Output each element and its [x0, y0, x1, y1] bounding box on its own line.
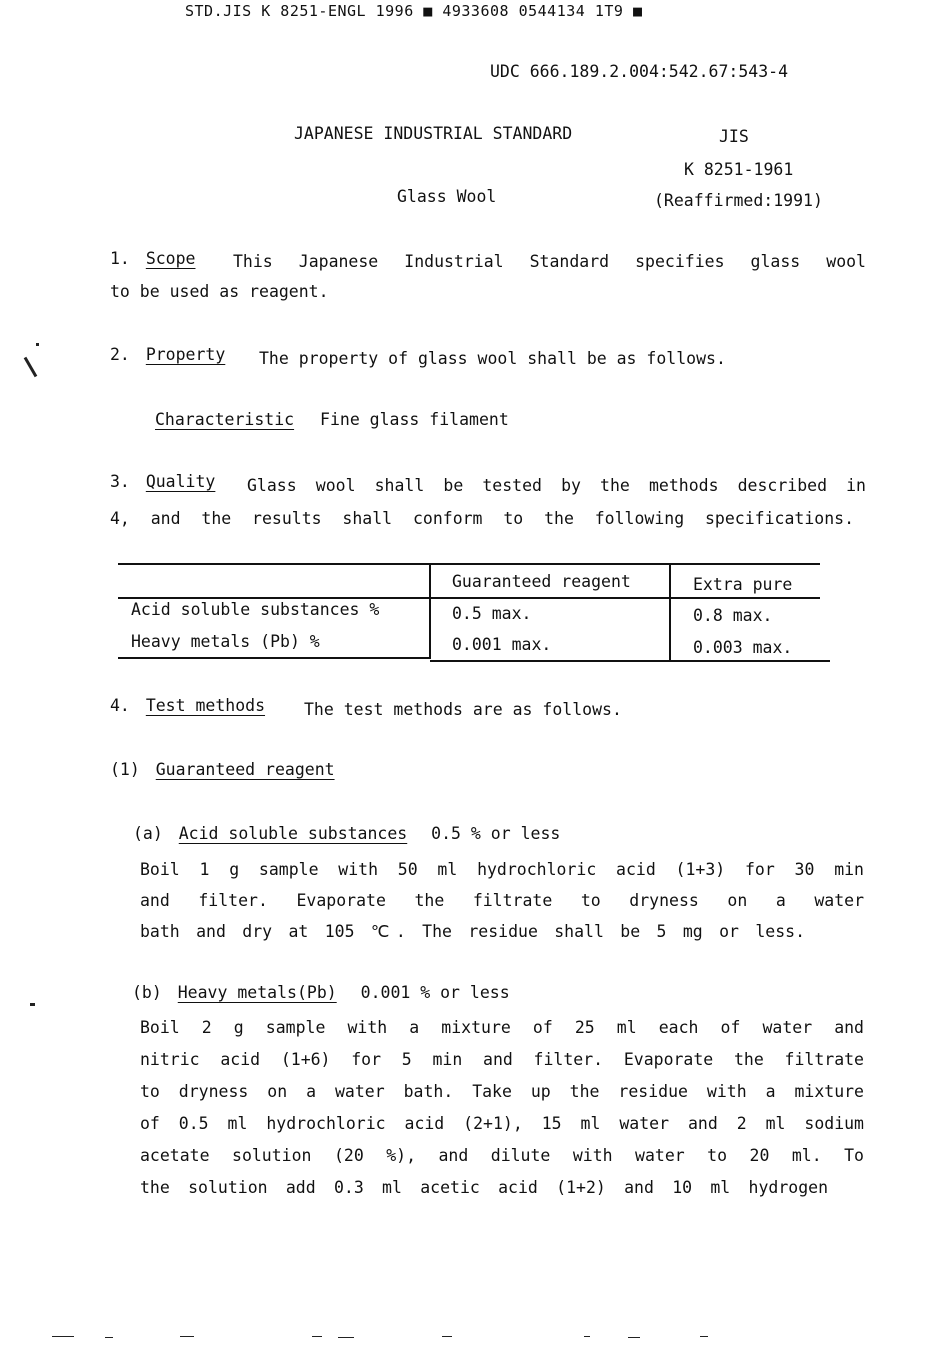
- table-col-divider: [669, 565, 671, 661]
- paragraph-line: to dryness on a water bath. Take up the residue with a mixture: [140, 1082, 864, 1101]
- paragraph-line: Boil 2 g sample with a mixture of 25 ml each of water and: [140, 1018, 864, 1037]
- section-scope: [110, 249, 195, 268]
- scan-speck: [24, 357, 38, 378]
- page-title: Glass Wool: [397, 187, 497, 206]
- table-bottom-rule-right: [430, 660, 830, 662]
- reaffirmed-date: (Reaffirmed:1991): [654, 191, 823, 210]
- item-limit: 0.001 % or less: [360, 983, 510, 1002]
- section-number: 1.: [110, 249, 130, 268]
- paragraph-line: and filter. Evaporate the filtrate to dryness on a water: [140, 891, 864, 910]
- item-label: (a): [133, 824, 163, 843]
- scan-speck: [584, 1336, 590, 1337]
- subsection-heading: Guaranteed reagent: [155, 760, 335, 779]
- scan-speck: [700, 1336, 708, 1337]
- scan-speck: [36, 343, 39, 346]
- standard-organization: JAPANESE INDUSTRIAL STANDARD: [294, 124, 573, 143]
- table-cell: 0.5 max.: [452, 604, 532, 623]
- table-header-cell: Guaranteed reagent: [452, 572, 631, 591]
- section-number: 2.: [110, 345, 130, 364]
- scan-speck: [105, 1337, 113, 1338]
- item-heading: Heavy metals(Pb): [177, 983, 337, 1002]
- table-cell: 0.001 max.: [452, 635, 552, 654]
- characteristic-row: [155, 410, 509, 429]
- property-text: The property of glass wool shall be as follows.: [259, 349, 726, 368]
- table-header-cell: Extra pure: [693, 575, 793, 594]
- standard-number: K 8251-1961: [684, 160, 794, 179]
- section-heading: Scope: [145, 249, 196, 268]
- table-row-label: Acid soluble substances %: [131, 600, 380, 619]
- paragraph-line: nitric acid (1+6) for 5 min and filter. Evaporate the filtrate: [140, 1050, 864, 1069]
- section-number: 4.: [110, 696, 130, 715]
- test-methods-text: The test methods are as follows.: [304, 700, 622, 719]
- table-col-divider: [429, 563, 431, 659]
- scan-speck: [180, 1336, 194, 1337]
- item-heavy-metals: [132, 983, 510, 1002]
- table-bottom-rule-left: [118, 657, 430, 659]
- section-heading: Test methods: [145, 696, 266, 715]
- item-heading: Acid soluble substances: [178, 824, 408, 843]
- paragraph-line: bath and dry at 105 ℃. The residue shall be 5 mg or less.: [140, 922, 805, 941]
- scan-speck: [442, 1336, 452, 1337]
- udc-code: UDC 666.189.2.004:542.67:543-4: [490, 62, 789, 81]
- section-test-methods: [110, 696, 265, 715]
- scan-speck: [312, 1336, 322, 1337]
- table-row-label: Heavy metals (Pb) %: [131, 632, 320, 651]
- table-header-rule: [118, 597, 820, 599]
- section-heading: Quality: [145, 472, 216, 491]
- paragraph-line: of 0.5 ml hydrochloric acid (2+1), 15 ml water and 2 ml sodium: [140, 1114, 864, 1133]
- scope-text-line2: to be used as reagent.: [110, 282, 329, 301]
- item-acid-soluble: [133, 824, 560, 843]
- item-label: (b): [132, 983, 162, 1002]
- scan-speck: [628, 1337, 640, 1338]
- scan-speck: [30, 1003, 35, 1006]
- subsection-label: (1): [110, 760, 140, 779]
- table-cell: 0.8 max.: [693, 606, 773, 625]
- jis-label: JIS: [719, 127, 749, 146]
- quality-text-line2: 4, and the results shall conform to the following specifications.: [110, 509, 854, 528]
- characteristic-label: Characteristic: [155, 410, 295, 429]
- item-limit: 0.5 % or less: [431, 824, 561, 843]
- paragraph-line: Boil 1 g sample with 50 ml hydrochloric acid (1+3) for 30 min: [140, 860, 864, 879]
- document-stamp: STD.JIS K 8251-ENGL 1996 ■ 4933608 0544134 1T9 ■: [185, 2, 643, 20]
- subsection-guaranteed: [110, 760, 335, 779]
- scan-speck: [338, 1337, 354, 1338]
- quality-text-line1: Glass wool shall be tested by the methods described in: [247, 476, 866, 495]
- table-cell: 0.003 max.: [693, 638, 793, 657]
- section-heading: Property: [145, 345, 226, 364]
- paragraph-line: the solution add 0.3 ml acetic acid (1+2) and 10 ml hydrogen: [140, 1178, 828, 1197]
- section-property: [110, 345, 225, 364]
- paragraph-line: acetate solution (20 %), and dilute with water to 20 ml. To: [140, 1146, 864, 1165]
- table-top-rule: [118, 563, 820, 565]
- scope-text-line1: This Japanese Industrial Standard specifies glass wool: [233, 252, 866, 271]
- characteristic-value: Fine glass filament: [320, 410, 509, 429]
- scan-speck: [52, 1336, 74, 1337]
- section-quality: [110, 472, 215, 491]
- section-number: 3.: [110, 472, 130, 491]
